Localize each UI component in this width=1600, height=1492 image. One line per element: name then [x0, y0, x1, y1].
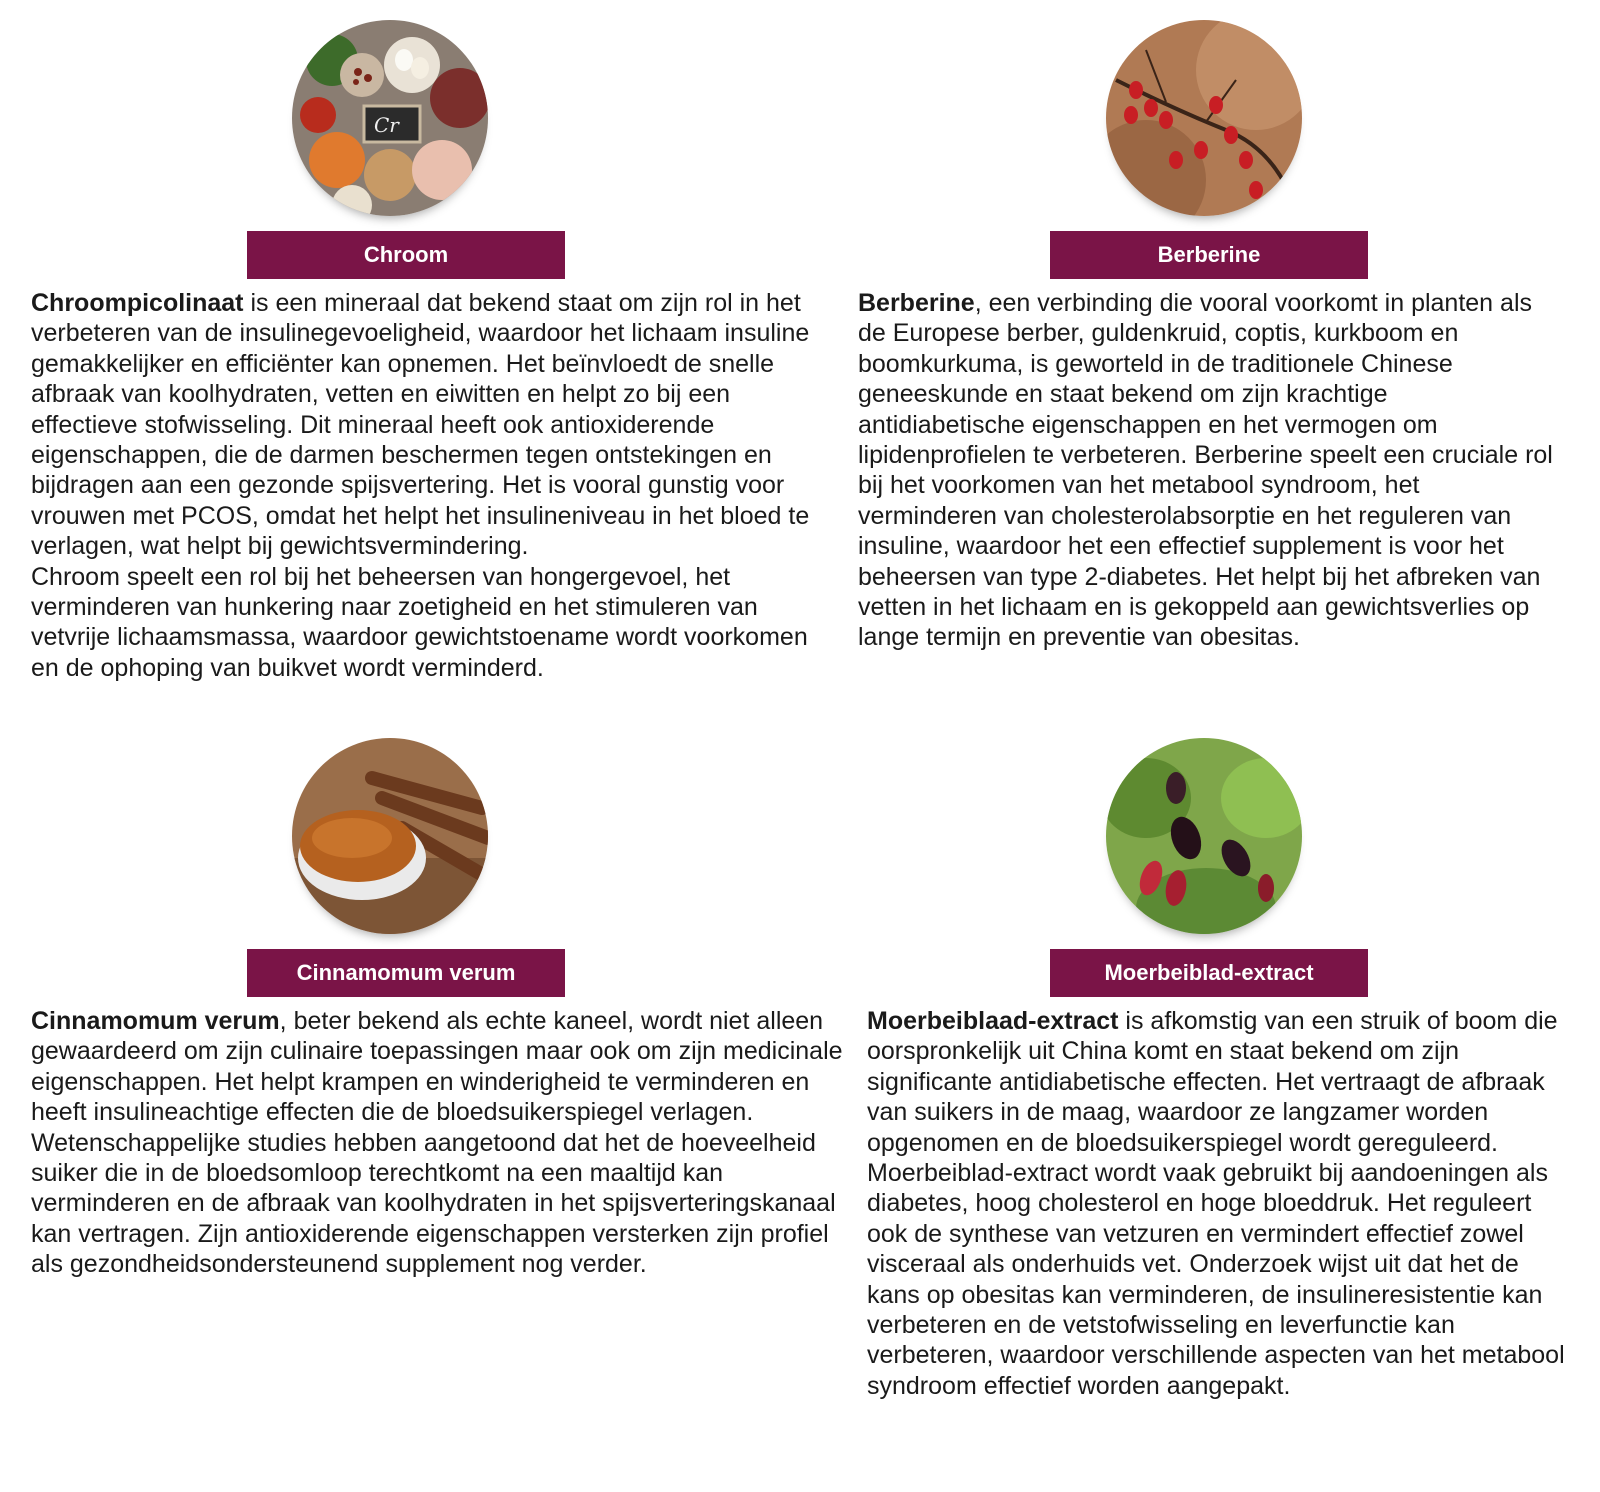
svg-text:Cr: Cr — [374, 113, 399, 137]
section-label-berberine: Berberine — [1050, 231, 1368, 279]
section-paragraph-1-moerbeiblad: is afkomstig van een struik of boom die oorspronkelijk uit China komt en staat bekend om zijn significante antidiabetische effecten. Het vertraagt de afbraak van suikers in de maag, waardoor ze langzamer worden opgenomen en de bloedsuikerspiegel wordt gereguleerd. — [867, 1007, 1558, 1157]
section-bold-berberine: Berberine — [858, 289, 975, 317]
section-bold-cinnamomum: Cinnamomum verum — [31, 1007, 280, 1035]
section-text-berberine — [858, 288, 1558, 653]
section-paragraph-1-cinnamomum: , beter bekend als echte kaneel, wordt niet alleen gewaardeerd om zijn culinaire toepassingen maar ook om zijn medicinale eigenschappen. Het helpt krampen en winderigheid te verminderen en heeft insulineachtige effecten die de bloedsuikerspiegel verlagen. Wetenschappelijke studies hebben aangetoond dat het de hoeveelheid suiker die in de bloedsomloop terechtkomt na een maaltijd kan verminderen en de afbraak van koolhydraten in het spijsverteringskanaal kan vertragen. Zijn antioxiderende eigenschappen versterken zijn profiel als gezondheidsondersteunend supplement nog verder. — [31, 1007, 843, 1279]
section-paragraph-1-chroom: is een mineraal dat bekend staat om zijn rol in het verbeteren van de insulinegevoeligheid, waardoor het lichaam insuline gemakkelijker en efficiënter kan opnemen. Het beïnvloedt de snelle afbraak van koolhydraten, vetten en eiwitten en helpt zo bij een effectieve stofwisseling. Dit mineraal heeft ook antioxiderende eigenschappen, die de darmen beschermen tegen ontstekingen en bijdragen aan een gezonde spijsvertering. Het is vooral gunstig voor vrouwen met PCOS, omdat het helpt het insulineniveau in het bloed te verlagen, wat helpt bij gewichtsvermindering. — [31, 289, 810, 561]
section-text-cinnamomum — [31, 1006, 861, 1280]
cinnamon-icon — [292, 738, 488, 934]
section-paragraph-2-moerbeiblad: Moerbeiblad-extract wordt vaak gebruikt bij aandoeningen als diabetes, hoog cholesterol en hoge bloeddruk. Het reguleert ook de synthese van vetzuren en vermindert effectief zowel visceraal als onderhuids vet. Onderzoek wijst uit dat het de kans op obesitas kan verminderen, de insulineresistentie kan verbeteren en de vetstofwisseling en leverfunctie kan verbeteren, waardoor verschillende aspecten van het metabool syndroom effectief worden aangepakt. — [867, 1159, 1565, 1400]
section-label-chroom: Chroom — [247, 231, 565, 279]
section-label-moerbeiblad: Moerbeiblad-extract — [1050, 949, 1368, 997]
section-paragraph-1-berberine: , een verbinding die vooral voorkomt in planten als de Europese berber, guldenkruid, coptis, kurkboom en boomkurkuma, is geworteld in de traditionele Chinese geneeskunde en staat bekend om zijn krachtige antidiabetische eigenschappen en het vermogen om lipidenprofielen te verbeteren. Berberine speelt een cruciale rol bij het voorkomen van het metabool syndroom, het verminderen van cholesterolabsorptie en het reguleren van insuline, waardoor het een effectief supplement is voor het beheersen van type 2-diabetes. Het helpt bij het afbreken van vetten in het lichaam en is gekoppeld aan gewichtsverlies op lange termijn en preventie van obesitas. — [858, 289, 1553, 652]
section-text-moerbeiblad — [867, 1006, 1567, 1401]
section-bold-chroom: Chroompicolinaat — [31, 289, 244, 317]
section-text-chroom — [31, 288, 831, 683]
chromium-food-icon — [292, 20, 488, 216]
section-bold-moerbeiblad: Moerbeiblaad-extract — [867, 1007, 1119, 1035]
section-label-cinnamomum: Cinnamomum verum — [247, 949, 565, 997]
section-paragraph-2-chroom: Chroom speelt een rol bij het beheersen van hongergevoel, het verminderen van hunkering naar zoetigheid en het stimuleren van vetvrije lichaamsmassa, waardoor gewichtstoename wordt voorkomen en de ophoping van buikvet wordt verminderd. — [31, 562, 808, 682]
mulberry-icon — [1106, 738, 1302, 934]
barberry-branch-icon — [1106, 20, 1302, 216]
